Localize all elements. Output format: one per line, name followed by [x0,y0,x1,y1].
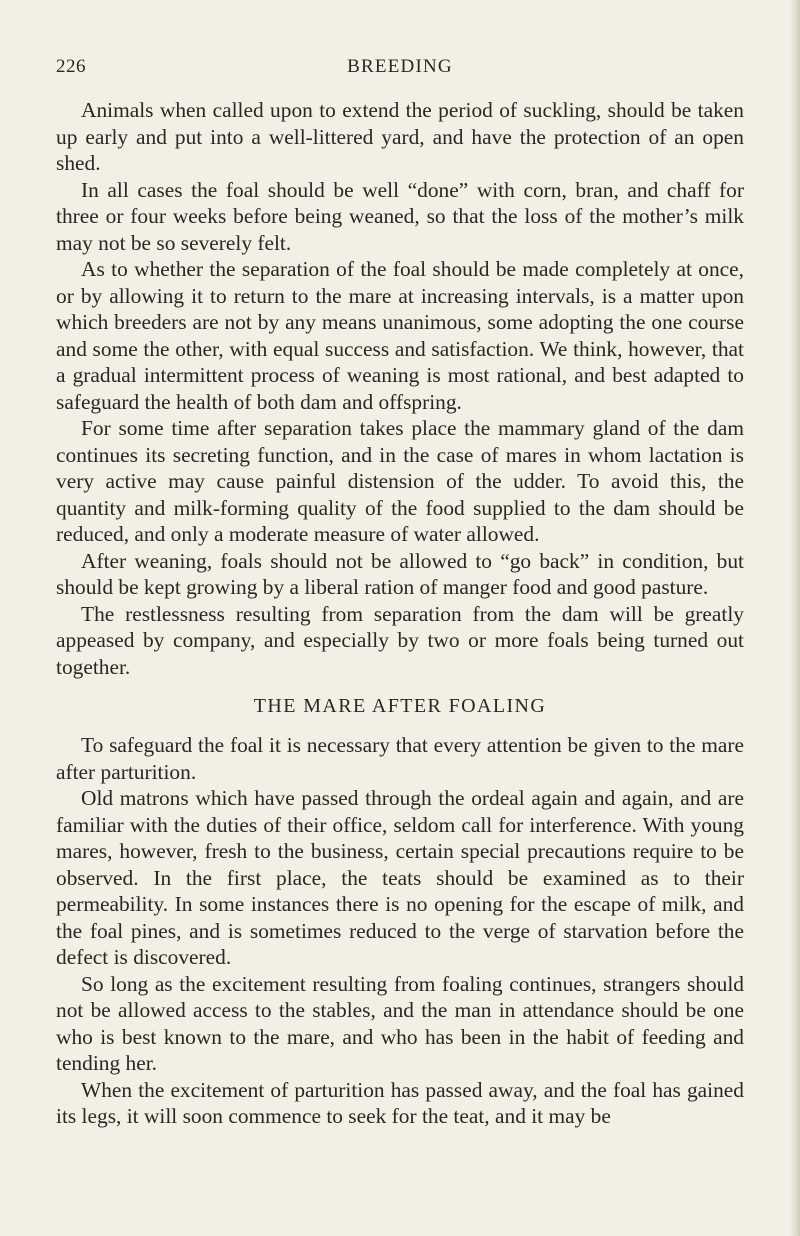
running-head [56,56,744,80]
page-edge-shadow [790,0,800,1236]
paragraph-after-weaning: After weaning, foals should not be allowed to “go back” in condition, but should be kept growing by a liberal ration of manger food and good pasture. [56,548,744,599]
paragraph-old-matrons: Old matrons which have passed through the ordeal again and again, and are familiar with the duties of their office, seldom call for interference. With young mares, however, fresh to the business, certain special precautions require to be observed. In the first place, the teats should be examined as to their permeability. In some instances there is no opening for the escape of milk, and the foal pines, and is sometimes reduced to the verge of starvation before the defect is discovered. [56,786,744,969]
body-text [56,97,744,1130]
paragraph-safeguard-foal: To safeguard the foal it is necessary that every attention be given to the mare after parturition. [56,733,744,784]
page-number: 226 [56,56,86,77]
paragraph-restlessness: The restlessness resulting from separation from the dam will be greatly appeased by company, and especially by two or more foals being turned out together. [56,601,744,679]
paragraph-excitement-passed: When the excitement of parturition has passed away, and the foal has gained its legs, it will soon commence to seek for the teat, and it may be [56,1077,744,1128]
paragraph-strangers: So long as the excitement resulting from foaling continues, strangers should not be allowed access to the stables, and the man in attendance should be one who is best known to the mare, and who has been in the habit of feeding and tending her. [56,971,744,1075]
paragraph-separation: As to whether the separation of the foal should be made completely at once, or by allowing it to return to the mare at increasing intervals, is a matter upon which breeders are not by any means unanimous, some adopting the one course and some the other, with equal success and satisfaction. We think, however, that a gradual intermittent process of weaning is most rational, and best adapted to safeguard the health of both dam and offspring. [56,257,744,414]
paragraph-mammary-gland: For some time after separation takes place the mammary gland of the dam continues its secreting function, and in the case of mares in whom lactation is very active may cause painful distension of the udder. To avoid this, the quantity and milk-forming quality of the food supplied to the dam should be reduced, and only a moderate measure of water allowed. [56,416,744,546]
section-heading: THE MARE AFTER FOALING [253,695,547,717]
running-title: BREEDING [347,56,453,77]
paragraph-foal-done: In all cases the foal should be well “done” with corn, bran, and chaff for three or four weeks before being weaned, so that the loss of the mother’s milk may not be so severely felt. [56,177,744,255]
paragraph-suckling-yard: Animals when called upon to extend the period of suckling, should be taken up early and put into a well-littered yard, and have the protection of an open shed. [56,98,744,175]
